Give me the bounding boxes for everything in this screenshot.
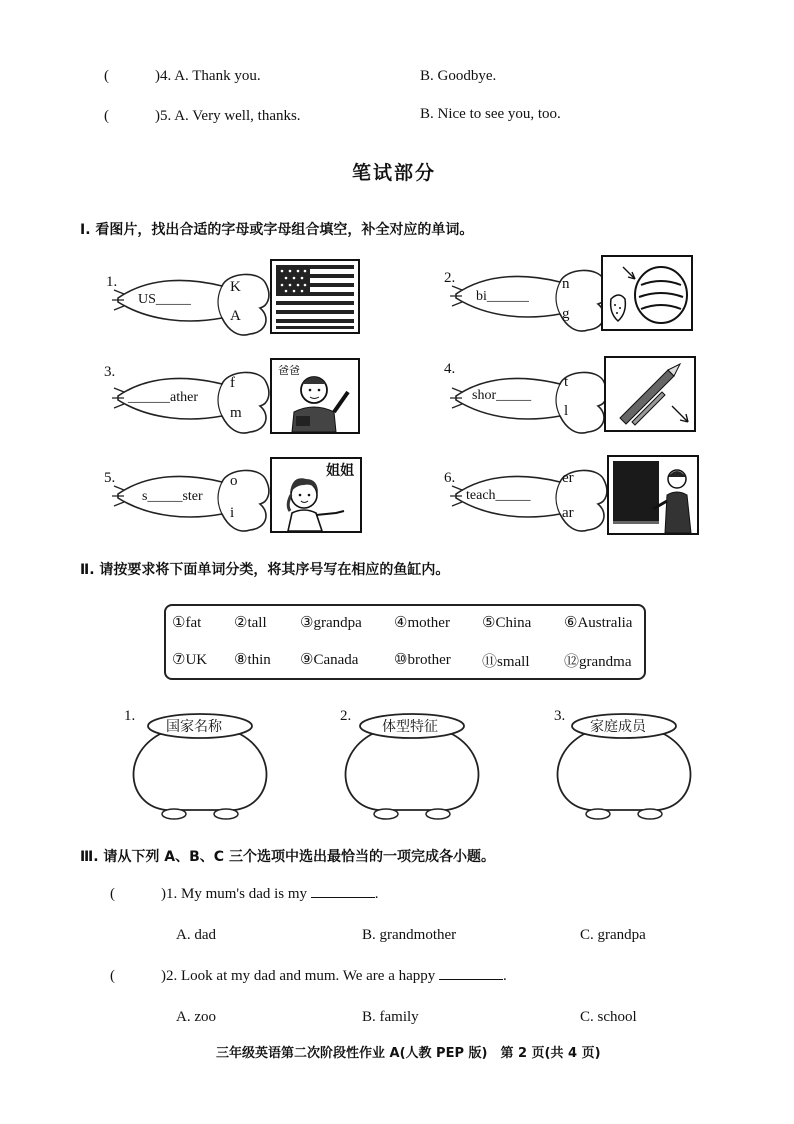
answer-paren-close: ) [155, 108, 160, 124]
picture-caption: 爸爸 [278, 364, 300, 377]
answer-paren-open: ( [104, 108, 109, 124]
answer-paren-close: ) [161, 968, 166, 984]
bowl-label: 国家名称 [166, 719, 222, 735]
option-a: A. Thank you. [174, 68, 261, 84]
section-3-heading: Ⅲ. 请从下列 A、B、C 三个选项中选出最恰当的一项完成各小题。 [80, 849, 495, 865]
question-stem: My mum's dad is my [181, 886, 308, 902]
answer-blank[interactable] [439, 969, 503, 980]
question-number: 5. [160, 108, 172, 124]
bowl-number: 3. [554, 708, 566, 724]
word-item: ⑤China [482, 615, 532, 631]
item-option-2: A [230, 308, 241, 324]
picture-caption: 姐姐 [326, 463, 354, 479]
watermelon-picture [601, 255, 693, 331]
q2-option-c: C. school [580, 1009, 637, 1025]
bowl-number: 2. [340, 708, 352, 724]
item-number: 6. [444, 470, 456, 486]
q1-option-b: B. grandmother [362, 927, 457, 943]
item-option-1: f [230, 375, 235, 391]
answer-paren-open: ( [104, 68, 109, 84]
q2-option-a: A. zoo [176, 1009, 216, 1025]
item-word: ______ather [128, 390, 198, 405]
item-number: 5. [104, 470, 116, 486]
section-1-heading: Ⅰ. 看图片，找出合适的字母或字母组合填空，补全对应的单词。 [80, 222, 474, 238]
word-item: ②tall [234, 615, 267, 631]
section-2-heading: Ⅱ. 请按要求将下面单词分类，将其序号写在相应的鱼缸内。 [80, 562, 450, 578]
item-option-2: l [564, 403, 569, 419]
answer-paren-close: ) [161, 886, 166, 902]
item-option-1: t [564, 374, 569, 390]
bowl-label: 体型特征 [382, 719, 438, 735]
section-title: 笔试部分 [352, 162, 437, 184]
answer-blank[interactable] [311, 887, 375, 898]
item-number: 1. [106, 274, 118, 290]
question-number: 2. [166, 968, 178, 984]
word-item: ⑪small [482, 654, 530, 670]
pencil-picture [604, 356, 696, 432]
item-option-1: n [562, 276, 570, 292]
answer-paren-open: ( [110, 886, 115, 902]
item-option-2: g [562, 306, 570, 322]
item-word: teach_____ [466, 488, 531, 503]
teacher-picture [607, 455, 699, 535]
item-word: bi______ [476, 289, 529, 304]
q2-option-b: B. family [362, 1009, 419, 1025]
word-item: ④mother [394, 615, 450, 631]
answer-paren-close: ) [155, 68, 160, 84]
bowl-label: 家庭成员 [590, 719, 646, 735]
item-number: 3. [104, 364, 116, 380]
item-word: s_____ster [142, 489, 203, 504]
question-number: 1. [166, 886, 178, 902]
question-5 [104, 108, 301, 125]
question-end: . [503, 968, 507, 984]
word-item: ⑨Canada [300, 652, 359, 668]
item-word: US_____ [138, 292, 191, 307]
flag-picture [270, 259, 360, 334]
bowl-number: 1. [124, 708, 136, 724]
question-4-option-b: B. Goodbye. [420, 68, 497, 84]
item-option-1: o [230, 473, 238, 489]
option-a: A. Very well, thanks. [174, 108, 301, 124]
question-1 [110, 886, 379, 903]
item-option-2: ar [562, 505, 574, 521]
item-word: shor_____ [472, 388, 532, 403]
page-footer: 三年级英语第二次阶段性作业 A(人教 PEP 版) 第 2 页(共 4 页) [216, 1046, 601, 1061]
item-option-2: m [230, 405, 242, 421]
item-number: 4. [444, 361, 456, 377]
word-item: ⑧thin [234, 652, 271, 668]
question-number: 4. [160, 68, 172, 84]
answer-paren-open: ( [110, 968, 115, 984]
question-2 [110, 968, 507, 985]
item-option-1: K [230, 279, 241, 295]
question-stem: Look at my dad and mum. We are a happy [181, 968, 436, 984]
word-item: ⑥Australia [564, 615, 633, 631]
q1-option-c: C. grandpa [580, 927, 646, 943]
question-end: . [374, 886, 379, 902]
word-item: ③grandpa [300, 615, 362, 631]
word-item: ⑫grandma [564, 654, 632, 670]
item-option-2: i [230, 505, 235, 521]
word-item: ⑦UK [172, 652, 208, 668]
item-option-1: er [562, 470, 574, 486]
q1-option-a: A. dad [176, 927, 216, 943]
word-item: ⑩brother [394, 652, 451, 668]
item-number: 2. [444, 270, 456, 286]
question-4 [104, 68, 261, 85]
word-item: ①fat [172, 615, 202, 631]
question-5-option-b: B. Nice to see you, too. [420, 106, 561, 122]
